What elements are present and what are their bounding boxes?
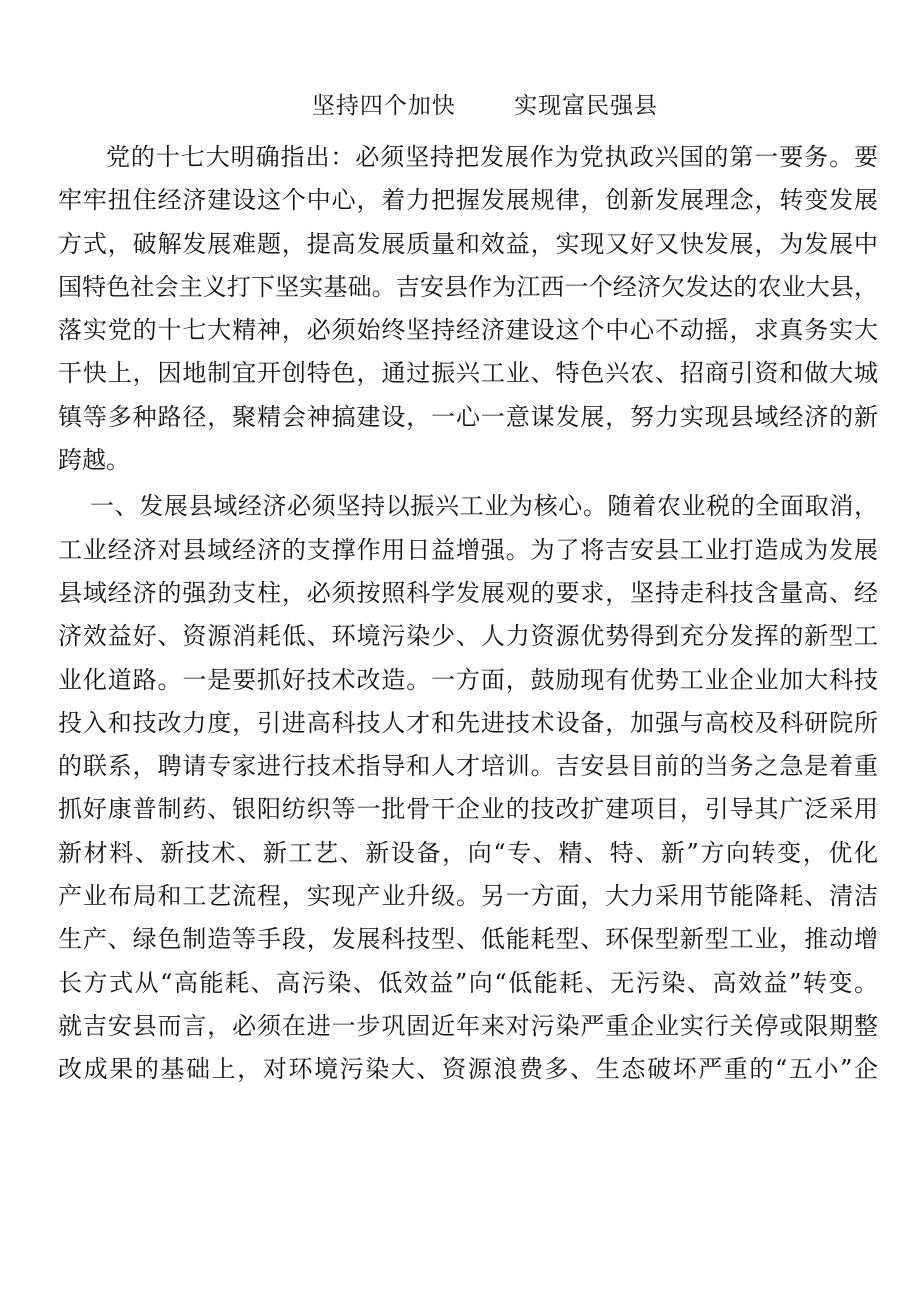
paragraph-line: 改成果的基础上，对环境污染大、资源浪费多、生态破坏严重的“五小”企 (58, 1055, 878, 1084)
paragraph-line: 业化道路。一是要抓好技术改造。一方面，鼓励现有优势工业企业加大科技 (58, 665, 878, 694)
document-body (58, 136, 878, 1092)
paragraph-line: 产业布局和工艺流程，实现产业升级。另一方面，大力采用节能降耗、清洁 (58, 882, 878, 911)
paragraph-line: 方式，破解发展难题，提高发展质量和效益，实现又好又快发展，为发展中 (58, 229, 878, 258)
document-title: 坚持四个加快 实现富民强县 (311, 93, 659, 119)
paragraph-line: 跨越。 (58, 446, 130, 475)
paragraph-line: 抓好康普制药、银阳纺织等一批骨干企业的技改扩建项目，引导其广泛采用 (58, 795, 878, 824)
paragraph-line: 党的十七大明确指出：必须坚持把发展作为党执政兴国的第一要务。要 (106, 143, 878, 171)
paragraph-line: 落实党的十七大精神，必须始终坚持经济建设这个中心不动摇，求真务实大 (58, 316, 878, 345)
paragraph-line: 国特色社会主义打下坚实基础。吉安县作为江西一个经济欠发达的农业大县， (58, 272, 878, 301)
paragraph-line: 的联系，聘请专家进行技术指导和人才培训。吉安县目前的当务之急是着重 (58, 752, 878, 781)
paragraph-line: 新材料、新技术、新工艺、新设备，向“专、精、特、新”方向转变，优化 (58, 838, 878, 867)
paragraph-line: 镇等多种路径，聚精会神搞建设，一心一意谋发展，努力实现县域经济的新 (58, 402, 878, 431)
paragraph-line: 投入和技改力度，引进高科技人才和先进技术设备，加强与高校及科研院所 (58, 708, 878, 737)
paragraph-line: 长方式从“高能耗、高污染、低效益”向“低能耗、无污染、高效益”转变。 (58, 968, 878, 997)
paragraph-line: 济效益好、资源消耗低、环境污染少、人力资源优势得到充分发挥的新型工 (58, 622, 878, 651)
paragraph-line: 一、发展县域经济必须坚持以振兴工业为核心。随着农业税的全面取消， (90, 492, 878, 521)
paragraph-line: 工业经济对县域经济的支撑作用日益增强。为了将吉安县工业打造成为发展 (58, 535, 878, 564)
paragraph-line: 牢牢扭住经济建设这个中心，着力把握发展规律，创新发展理念，转变发展 (58, 186, 878, 215)
paragraph-line: 干快上，因地制宜开创特色，通过振兴工业、特色兴农、招商引资和做大城 (58, 359, 878, 388)
paragraph-line: 就吉安县而言，必须在进一步巩固近年来对污染严重企业实行关停或限期整 (58, 1011, 878, 1040)
paragraph-line: 县域经济的强劲支柱，必须按照科学发展观的要求，坚持走科技含量高、经 (58, 578, 878, 607)
paragraph-line: 生产、绿色制造等手段，发展科技型、低能耗型、环保型新型工业，推动增 (58, 925, 878, 954)
